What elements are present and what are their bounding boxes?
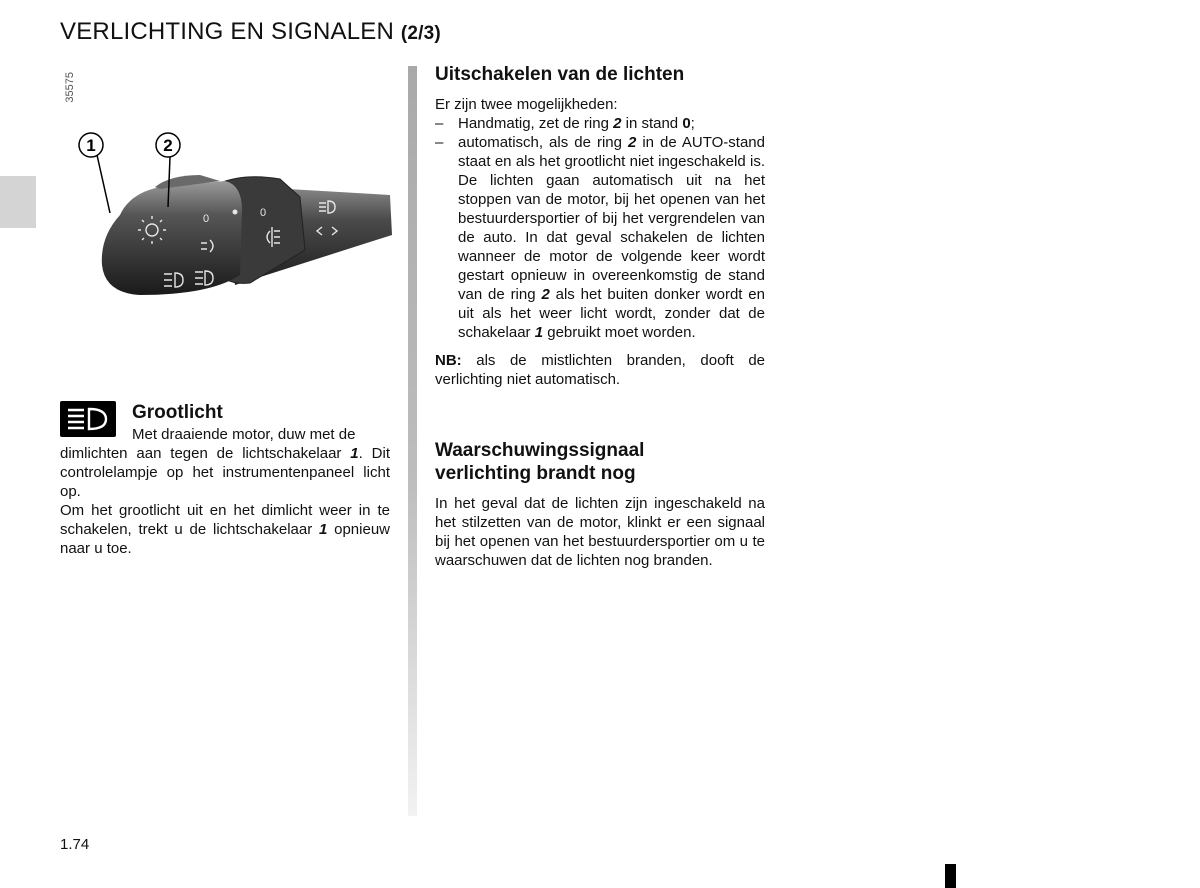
ring-ref: 2 [541, 286, 550, 303]
ring-position-0-text: 0 [260, 207, 267, 219]
lights-off-text [435, 95, 765, 389]
text-run: . Dit controlelampje op het instrumentenpaneel licht op. [60, 445, 390, 500]
high-beam-title: Grootlicht [132, 402, 223, 423]
switch-ref: 1 [350, 445, 359, 462]
switch-tip-1 [102, 181, 242, 295]
high-beam-paragraph-1 [60, 444, 390, 501]
page-title [60, 18, 441, 46]
ring-position-0-text: 0 [203, 213, 210, 225]
page-title-text: VERLICHTING EN SIGNALEN [60, 18, 395, 45]
text-run: opnieuw naar u toe. [60, 521, 390, 557]
lights-off-intro: Er zijn twee mogelijkheden: [435, 96, 618, 113]
text-run: ; [690, 115, 695, 132]
text-run: dimlichten aan tegen de lichtschakelaar [60, 445, 351, 462]
text-run: Om het grootlicht uit en het dimlicht weer in te schakelen, trekt u de lichtschakelaar [60, 502, 390, 538]
ring-ref: 2 [613, 115, 622, 132]
ring-ref: 2 [627, 134, 637, 151]
warning-text: In het geval dat de lichten zijn ingeschakeld na het stilzetten van de motor, klinkt er een signaal bij het openen van het bestuurdersportier om u te waarschuwen dat de lichten nog branden. [435, 495, 765, 569]
text-run: in de AUTO-stand staat en als het grootlicht niet ingeschakeld is. De lichten gaan automatisch uit na het stoppen van de motor, bij het openen van het bestuurdersportier of bij het vergrendelen van de auto. In dat geval schakelen de lichten wanneer de motor de volgende keer wordt gestart opnieuw in overeenkomstig de stand van de ring [458, 134, 765, 303]
text-run: Handmatig, zet de ring [458, 115, 614, 132]
warning-title [435, 439, 765, 485]
callout-leader-1 [97, 155, 110, 213]
page-title-part: (2/3) [400, 23, 441, 44]
high-beam-text [60, 444, 390, 558]
high-beam-first-line-text: Met draaiende motor, duw met de [132, 426, 356, 443]
switch-ref: 1 [319, 521, 328, 538]
text-run: als het buiten donker wordt en uit als het weer licht wordt, zonder dat de schakelaar [458, 286, 765, 341]
text-run: gebruikt moet worden. [543, 324, 696, 341]
warning-title-line-2: verlichting brandt nog [435, 463, 636, 484]
warning-title-line-1: Waarschuwingssignaal [435, 440, 645, 461]
high-beam-first-line [60, 425, 390, 444]
lights-off-note [435, 351, 765, 389]
text-run: in stand [621, 115, 683, 132]
list-item [435, 133, 765, 342]
switch-ref: 1 [534, 324, 544, 341]
list-item [435, 114, 765, 133]
light-switch-illustration [60, 115, 395, 315]
position-value: 0 [682, 115, 691, 132]
page-number: 1.74 [60, 836, 90, 853]
callout-label-1: 1 [86, 136, 96, 155]
lights-off-title: Uitschakelen van de lichten [435, 64, 685, 85]
column-divider [408, 66, 417, 816]
page-corner-mark [945, 864, 956, 888]
high-beam-paragraph-2 [60, 501, 390, 558]
text-run: automatisch, als de ring [458, 134, 628, 151]
note-text: als de mistlichten branden, dooft de verlichting niet automatisch. [435, 352, 765, 388]
position-dot [233, 210, 238, 215]
lights-off-list [435, 114, 765, 342]
figure-code: 35575 [64, 72, 76, 103]
callout-label-2: 2 [163, 136, 173, 155]
note-label: NB: [435, 352, 462, 369]
section-side-tab [0, 176, 36, 228]
